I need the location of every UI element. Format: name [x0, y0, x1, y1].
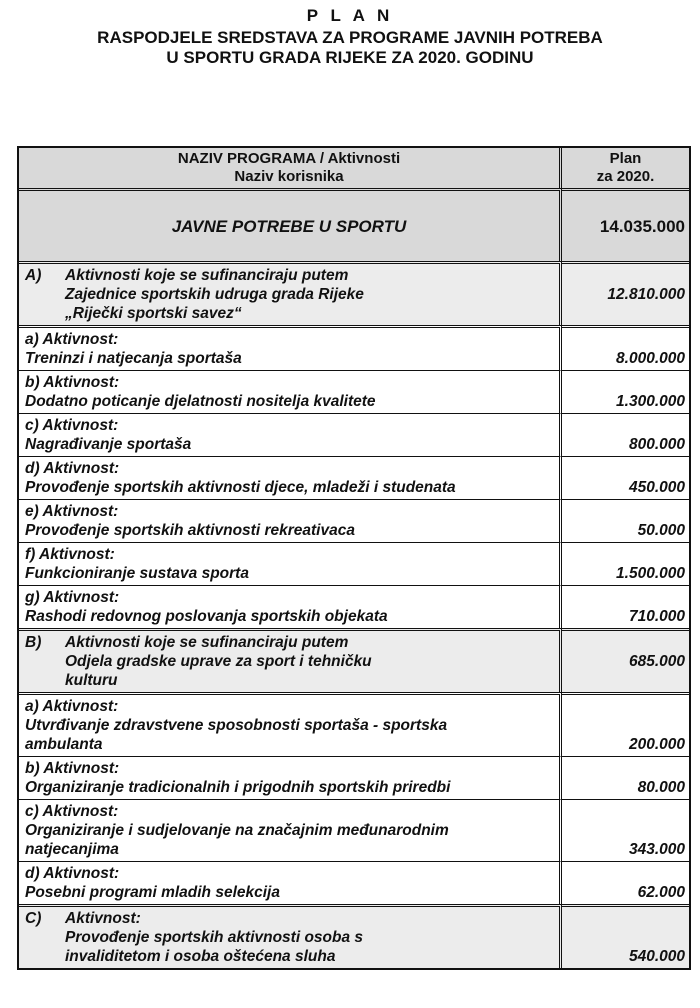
header-program-name: NAZIV PROGRAMA / Aktivnosti Naziv korisnika [19, 148, 562, 188]
budget-plan-table [17, 146, 691, 970]
group-c-letter: C) [25, 910, 42, 927]
table-row: f) Aktivnost: Funkcioniranje sustava sporta 1.500.000 [19, 542, 689, 585]
table-row: a) Aktivnost: Treninzi i natjecanja sportaša 8.000.000 [19, 325, 689, 370]
total-value: 14.035.000 [562, 188, 689, 261]
table-row: b) Aktivnost: Dodatno poticanje djelatnosti nositelja kvalitete 1.300.000 [19, 370, 689, 413]
header-plan: Plan za 2020. [562, 148, 689, 188]
group-a-row: A) Aktivnosti koje se sufinanciraju putem Zajednice sportskih udruga grada Rijeke „Riječki sportski savez“ 12.810.000 [19, 261, 689, 325]
table-row: c) Aktivnost: Nagrađivanje sportaša 800.000 [19, 413, 689, 456]
total-label: JAVNE POTREBE U SPORTU [19, 188, 562, 261]
table-row: g) Aktivnost: Rashodi redovnog poslovanja sportskih objekata 710.000 [19, 585, 689, 628]
group-b-value: 685.000 [562, 628, 689, 692]
table-row: a) Aktivnost: Utvrđivanje zdravstvene sposobnosti sportaša - sportska ambulanta 200.000 [19, 692, 689, 756]
group-b-letter: B) [25, 634, 42, 651]
table-row: b) Aktivnost: Organiziranje tradicionalnih i prigodnih sportskih priredbi 80.000 [19, 756, 689, 799]
table-row: c) Aktivnost: Organiziranje i sudjelovanje na značajnim međunarodnim natjecanjima 343.000 [19, 799, 689, 861]
document-title: P L A N [306, 6, 394, 25]
group-b-row: B) Aktivnosti koje se sufinanciraju putem Odjela gradske uprave za sport i tehničku kulturu 685.000 [19, 628, 689, 692]
table-row: d) Aktivnost: Posebni programi mladih selekcija 62.000 [19, 861, 689, 904]
group-c-row: C) Aktivnost: Provođenje sportskih aktivnosti osoba s invaliditetom i osoba oštećena sluha 540.000 [19, 904, 689, 968]
group-c-value: 540.000 [562, 904, 689, 968]
table-header-row [19, 148, 689, 188]
table-row: e) Aktivnost: Provođenje sportskih aktivnosti rekreativaca 50.000 [19, 499, 689, 542]
document-subtitle-line2: U SPORTU GRADA RIJEKE ZA 2020. GODINU [166, 48, 534, 67]
group-a-value: 12.810.000 [562, 261, 689, 325]
table-row: d) Aktivnost: Provođenje sportskih aktivnosti djece, mladeži i studenata 450.000 [19, 456, 689, 499]
group-a-letter: A) [25, 267, 42, 284]
document-subtitle-line1: RASPODJELE SREDSTAVA ZA PROGRAME JAVNIH POTREBA [97, 28, 603, 47]
total-row [19, 188, 689, 261]
